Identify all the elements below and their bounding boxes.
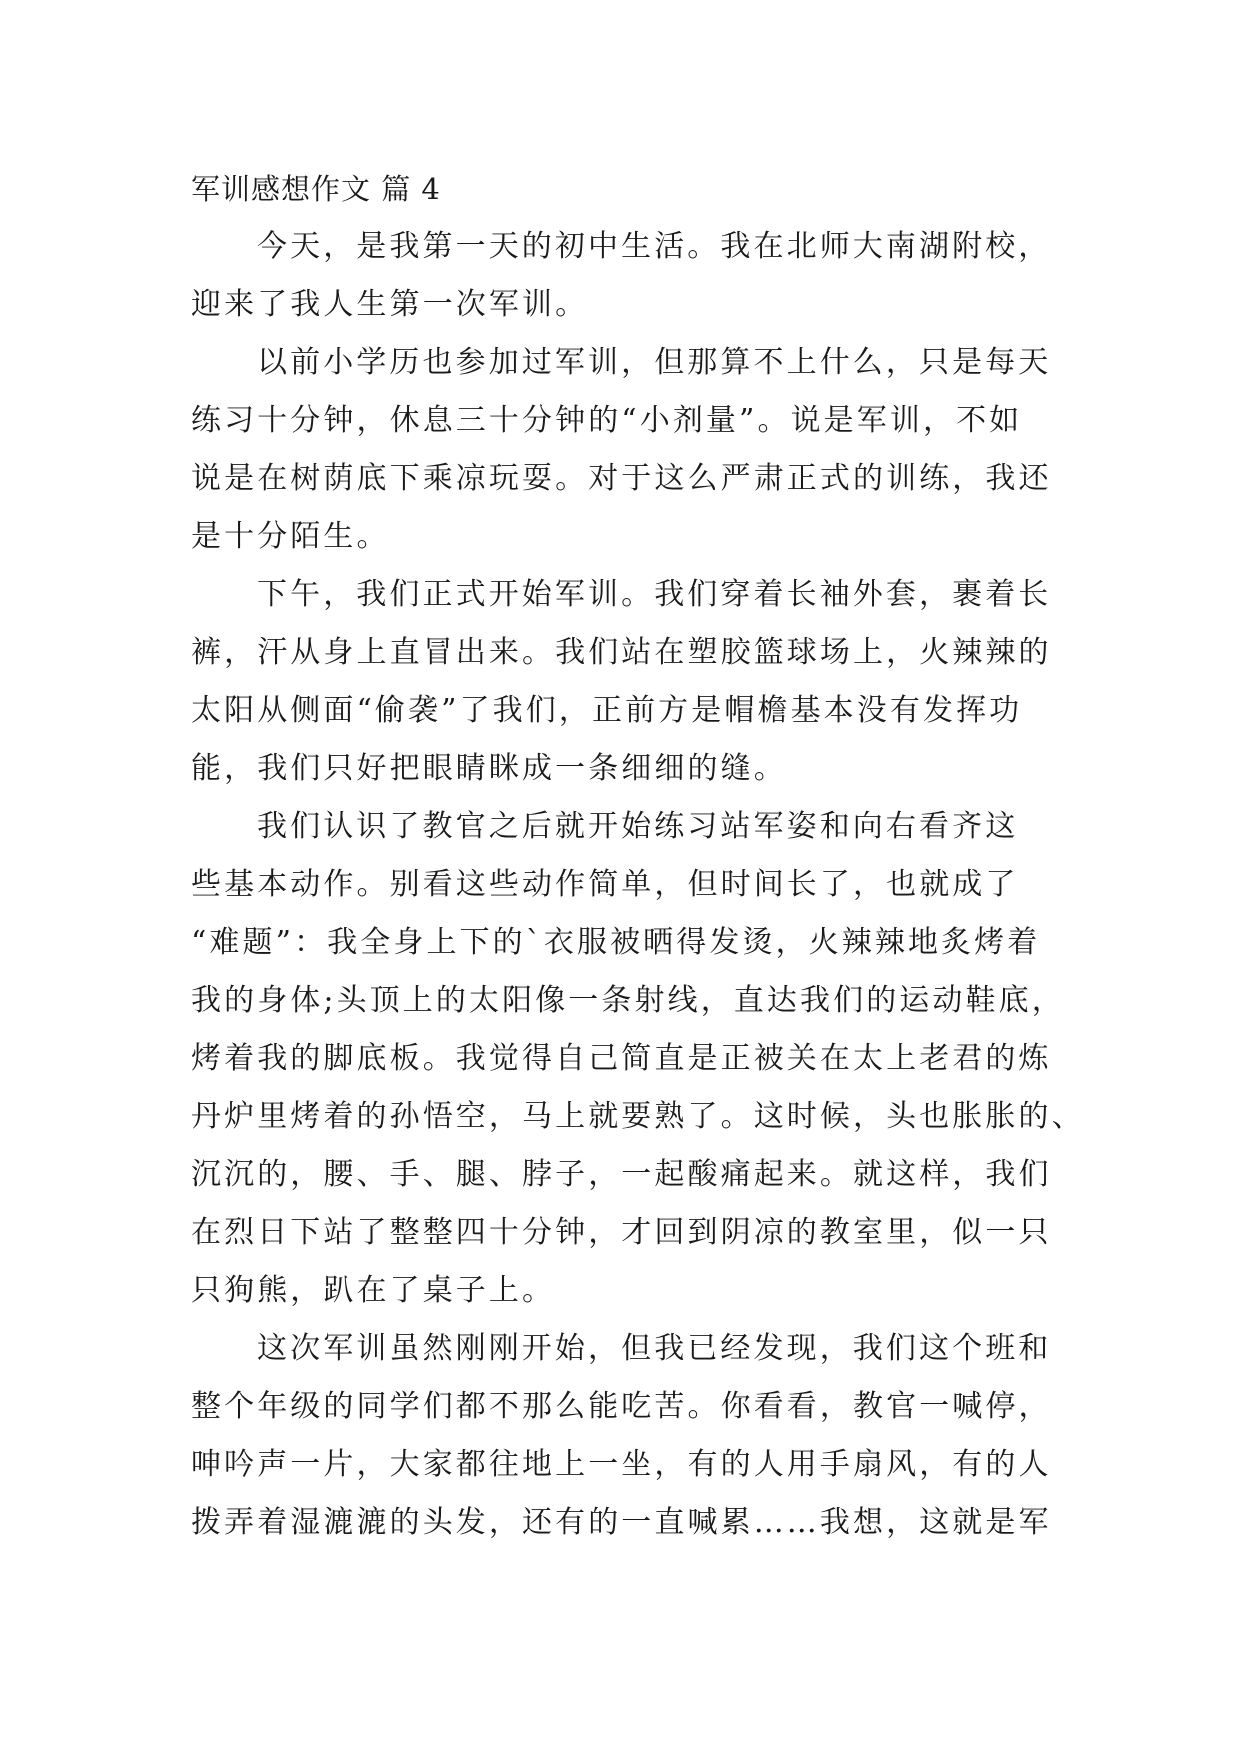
- paragraph-line: 丹炉里烤着的孙悟空，马上就要熟了。这时候，头也胀胀的、: [191, 1099, 1085, 1134]
- paragraph: [191, 1320, 1051, 1552]
- paragraph: [191, 798, 1085, 1320]
- paragraph-line: 在烈日下站了整整四十分钟，才回到阴凉的教室里，似一只: [191, 1215, 1052, 1250]
- essay-title: 军训感想作文 篇 4: [191, 172, 441, 206]
- paragraph-line: 拨弄着湿漉漉的头发，还有的一直喊累……我想，这就是军: [191, 1505, 1052, 1540]
- paragraph-line: 迎来了我人生第一次军训。: [191, 287, 589, 322]
- paragraph-line: 些基本动作。别看这些动作简单，但时间长了，也就成了: [191, 867, 1019, 902]
- paragraph-line: 裤，汗从身上直冒出来。我们站在塑胶篮球场上，火辣辣的: [191, 635, 1052, 670]
- paragraph-line: 沉沉的，腰、手、腿、脖子，一起酸痛起来。就这样，我们: [191, 1157, 1052, 1192]
- paragraph-line: 能，我们只好把眼睛眯成一条细细的缝。: [191, 751, 787, 786]
- essay-paragraphs: [191, 218, 1085, 1552]
- paragraph-line: 我的身体;头顶上的太阳像一条射线，直达我们的运动鞋底，: [191, 983, 1065, 1018]
- paragraph-line: 整个年级的同学们都不那么能吃苦。你看看，教官一喊停，: [191, 1389, 1052, 1424]
- paragraph-line: 以前小学历也参加过军训，但那算不上什么，只是每天: [257, 345, 1052, 380]
- paragraph-line: 是十分陌生。: [191, 519, 390, 554]
- paragraph-line: 说是在树荫底下乘凉玩耍。对于这么严肃正式的训练，我还: [191, 461, 1052, 496]
- paragraph: [191, 566, 1051, 798]
- paragraph-line: 太阳从侧面“偷袭”了我们，正前方是帽檐基本没有发挥功: [191, 693, 1023, 728]
- paragraph-line: 呻吟声一片，大家都往地上一坐，有的人用手扇风，有的人: [191, 1447, 1052, 1482]
- paragraph-line: 这次军训虽然刚刚开始，但我已经发现，我们这个班和: [257, 1331, 1052, 1366]
- paragraph-line: 今天，是我第一天的初中生活。我在北师大南湖附校，: [257, 229, 1052, 264]
- paragraph-line: 练习十分钟，休息三十分钟的“小剂量”。说是军训，不如: [191, 403, 1023, 438]
- paragraph-line: “难题”：我全身上下的`衣服被晒得发烫，火辣辣地炙烤着: [191, 925, 1041, 960]
- paragraph: [191, 218, 1051, 334]
- paragraph-line: 烤着我的脚底板。我觉得自己简直是正被关在太上老君的炼: [191, 1041, 1052, 1076]
- paragraph-line: 我们认识了教官之后就开始练习站军姿和向右看齐这: [257, 809, 1019, 844]
- document-body: [191, 160, 1085, 1552]
- paragraph-line: 下午，我们正式开始军训。我们穿着长袖外套，裹着长: [257, 577, 1052, 612]
- paragraph: [191, 334, 1051, 566]
- paragraph-line: 只狗熊，趴在了桌子上。: [191, 1273, 556, 1308]
